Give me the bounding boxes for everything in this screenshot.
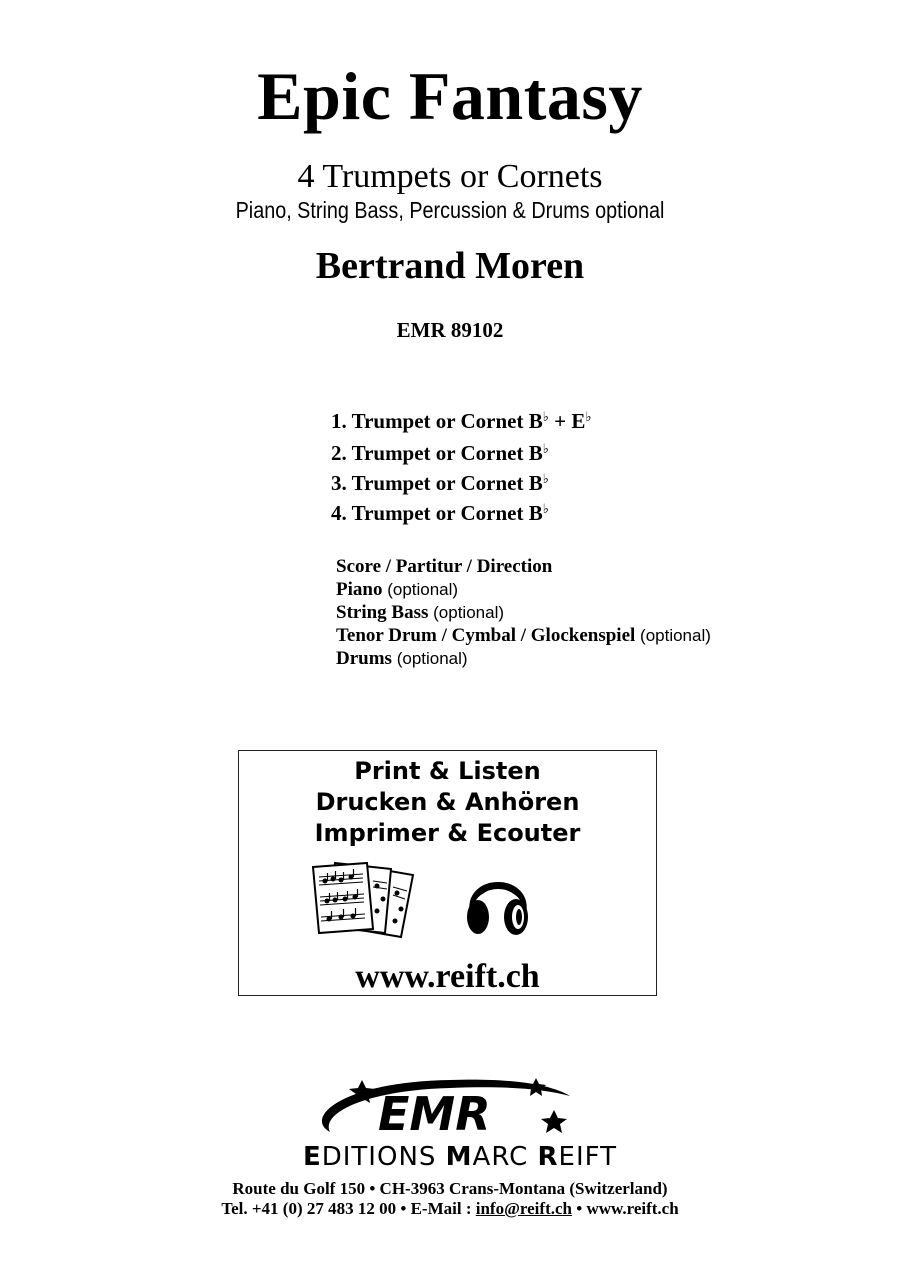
extra-item: Drums (optional): [336, 648, 468, 669]
drucken-line: Drucken & Anhören: [315, 788, 580, 816]
page-title: Epic Fantasy: [257, 58, 643, 134]
instrumentation-note: Piano, String Bass, Percussion & Drums optional: [235, 197, 665, 223]
emr-logo: [240, 1072, 680, 1172]
part-item: 1. Trumpet or Cornet B♭ + E♭: [331, 409, 592, 433]
website-url[interactable]: www.reift.ch: [355, 958, 540, 995]
extra-item: Tenor Drum / Cymbal / Glockenspiel (optional): [336, 625, 711, 646]
print-listen-box: [238, 750, 657, 996]
part-item: 2. Trumpet or Cornet B♭: [331, 441, 549, 465]
emr-logo-emblem: [300, 1072, 620, 1144]
imprimer-line: Imprimer & Ecouter: [314, 819, 581, 847]
publisher-name: EDITIONS MARC REIFT: [302, 1142, 618, 1172]
extra-item: Piano (optional): [336, 579, 459, 600]
subtitle: 4 Trumpets or Cornets: [297, 158, 603, 195]
extra-item: String Bass (optional): [336, 602, 505, 623]
composer-name: Bertrand Moren: [315, 245, 585, 287]
headphones-icon: [465, 863, 531, 939]
publisher-address: Route du Golf 150 • CH-3963 Crans-Montana (Switzerland): [232, 1179, 668, 1198]
extra-item: Score / Partitur / Direction: [336, 556, 553, 577]
emr-logo-text: EMR: [378, 1087, 491, 1141]
email-link[interactable]: info@reift.ch: [475, 1199, 572, 1218]
catalog-number: EMR 89102: [396, 318, 504, 342]
part-item: 4. Trumpet or Cornet B♭: [331, 501, 549, 525]
sheet-music-icon: [309, 859, 429, 941]
print-listen-line: Print & Listen: [354, 757, 541, 785]
part-item: 3. Trumpet or Cornet B♭: [331, 471, 549, 495]
publisher-contact: Tel. +41 (0) 27 483 12 00 • E-Mail : info@reift.ch • www.reift.ch: [221, 1199, 679, 1218]
web-link[interactable]: www.reift.ch: [586, 1199, 679, 1218]
